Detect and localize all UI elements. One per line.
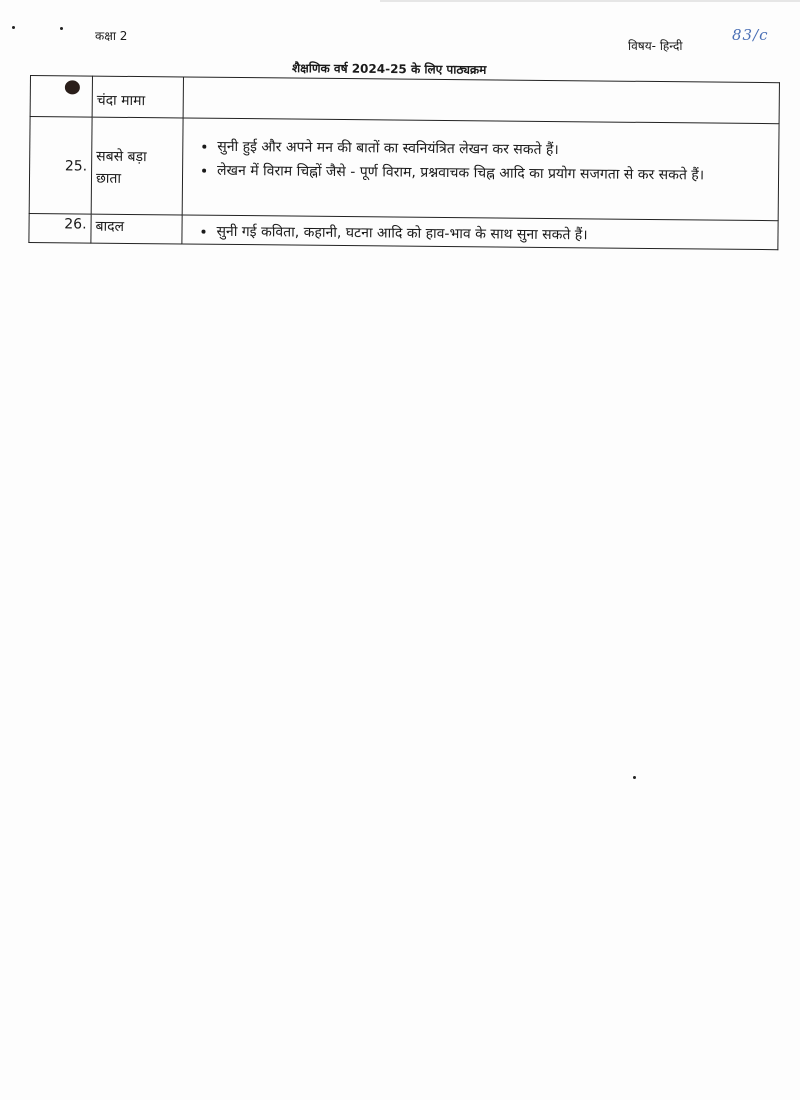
table-row [29,117,779,221]
table-row [30,76,779,124]
document-title: शैक्षणिक वर्ष 2024-25 के लिए पाठ्यक्रम [291,61,487,77]
table-row [29,213,778,249]
outcome-cell [183,77,779,124]
row-number: 26. [64,216,87,233]
syllabus-table [28,75,780,250]
class-label: कक्षा 2 [95,29,128,43]
subject-label: विषय- हिन्दी [628,39,683,53]
row-number-cell [29,213,91,243]
ink-blot [65,80,80,94]
scan-speck [60,27,63,30]
topic-title: सबसे बड़ा छाता [95,148,147,187]
outcome-list [189,135,772,189]
outcome-item: • लेखन में विराम चिह्नों जैसे - पूर्ण विराम, प्रश्नवाचक चिह्न आदि का प्रयोग सजगता से कर सकते हैं। [217,159,772,188]
scan-speck [12,26,15,29]
row-number-cell [30,76,92,118]
outcome-cell [182,215,778,250]
scan-edge-line [380,0,800,2]
topic-title: बादल [95,218,125,235]
row-number-cell [29,117,92,215]
outcome-cell [182,118,779,221]
handwritten-page-note: 83/c [732,26,769,44]
topic-cell [91,117,183,215]
outcome-item: • सुनी हुई और अपने मन की बातों का स्वनियंत्रित लेखन कर सकते हैं। [217,135,772,164]
row-number: 25. [64,158,88,175]
topic-title: चंदा मामा [96,92,146,110]
scan-speck [633,776,636,779]
topic-cell [91,214,182,244]
topic-cell [92,76,183,118]
outcome-item: • सुनी गई कविता, कहानी, घटना आदि को हाव-भाव के साथ सुना सकते हैं। [216,220,771,249]
outcome-list [188,220,771,250]
